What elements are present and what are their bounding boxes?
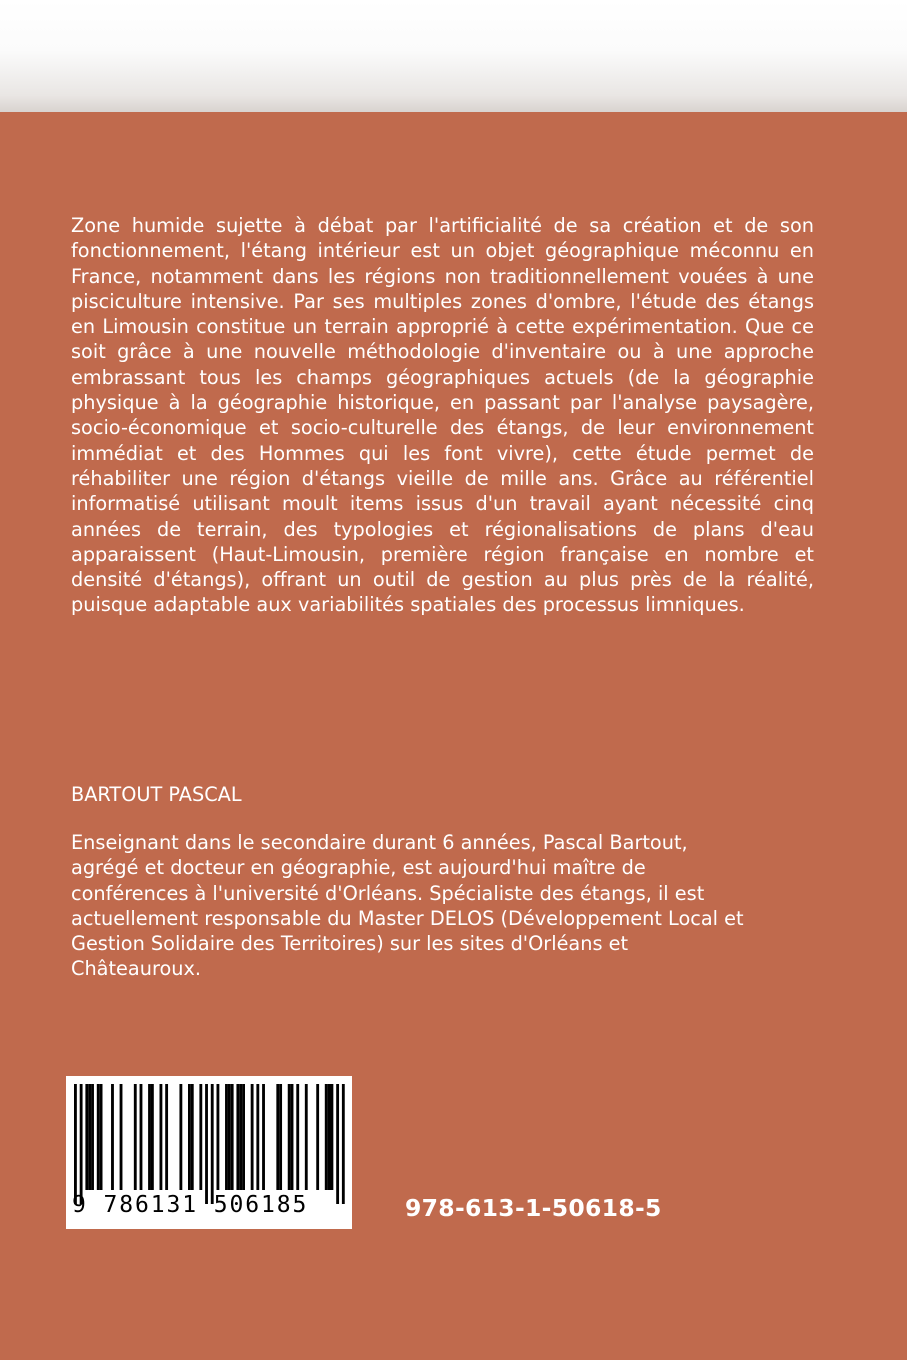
barcode-bar [97, 1084, 100, 1190]
book-blurb: Zone humide sujette à débat par l'artificialité de sa création et de son fonctionnement, l'étang intérieur est un objet géographique méconnu en France, notamment dans les régions non traditionnellement vouées à une pisciculture intensive. Par ses multiples zones d'ombre, l'étude des étangs en Limousin constitue un terrain approprié à cette expérimentation. Que ce soit grâce à une nouvelle méthodologie d'inventaire ou à une approche embrassant tous les champs géographiques actuels (de la géographie physique à la géographie historique, en passant par l'analyse paysagère, socio-économique et socio-culturelle des étangs, de leur environnement immédiat et des Hommes qui les font vivre), cette étude permet de réhabiliter une région d'étangs vieille de mille ans. Grâce au référentiel informatisé utilisant moult items issus d'un travail ayant nécessité cinq années de terrain, des typologies et régionalisations de plans d'eau apparaissent (Haut-Limousin, première région française en nombre et densité d'étangs), offrant un outil de gestion au plus près de la réalité, puisque adaptable aux variabilités spatiales des processus limniques. [71, 214, 814, 617]
barcode-bar [165, 1084, 168, 1190]
barcode-bar [199, 1084, 202, 1190]
barcode-guard-bar [74, 1084, 77, 1204]
barcode-bar [225, 1084, 228, 1190]
barcode-bar [85, 1084, 88, 1190]
barcode-bar [160, 1084, 163, 1190]
barcode-bar [242, 1084, 245, 1190]
author-bio-line: conférences à l'université d'Orléans. Spécialiste des étangs, il est [71, 881, 705, 905]
author-bio-line: agrégé et docteur en géographie, est aujourd'hui maître de [71, 856, 646, 880]
author-bio-line: Enseignant dans le secondaire durant 6 années, Pascal Bartout, [71, 831, 688, 854]
barcode [66, 1076, 352, 1229]
barcode-bar [331, 1084, 334, 1190]
barcode-bar [191, 1084, 194, 1190]
barcode-bar [239, 1084, 242, 1190]
barcode-bar [179, 1084, 182, 1190]
barcode-bar [228, 1084, 231, 1190]
barcode-bar [305, 1084, 308, 1190]
author-bio-line: Gestion Solidaire des Territoires) sur les sites d'Orléans et [71, 932, 629, 956]
author-bio-line: Châteauroux. [71, 957, 202, 981]
top-light-band [0, 0, 907, 112]
barcode-bar [140, 1084, 143, 1190]
author-name: BARTOUT PASCAL [71, 783, 242, 806]
barcode-bar [91, 1084, 94, 1190]
barcode-bar [134, 1084, 137, 1190]
barcode-bar [148, 1084, 151, 1190]
barcode-guard-bar [80, 1084, 83, 1204]
barcode-bar [296, 1084, 299, 1190]
barcode-bar [316, 1084, 319, 1190]
barcode-guard-bar [205, 1084, 208, 1204]
barcode-bar [188, 1084, 191, 1190]
barcode-bar [325, 1084, 328, 1190]
barcode-bar [291, 1084, 294, 1190]
barcode-bar [256, 1084, 259, 1190]
isbn-number: 978-613-1-50618-5 [405, 1194, 662, 1222]
barcode-digits: 9 786131 506185 [72, 1192, 309, 1218]
barcode-bar [120, 1084, 123, 1190]
barcode-bar [217, 1084, 220, 1190]
barcode-bar [236, 1084, 239, 1190]
barcode-bar [328, 1084, 331, 1190]
barcode-bar [111, 1084, 114, 1190]
barcode-bar [100, 1084, 103, 1190]
barcode-bar [288, 1084, 291, 1190]
barcode-bar [279, 1084, 282, 1190]
barcode-guard-bar [342, 1084, 345, 1204]
barcode-bar [231, 1084, 234, 1190]
author-bio-line: actuellement responsable du Master DELOS (Développement Local et [71, 906, 744, 930]
author-bio [71, 830, 831, 982]
barcode-guard-bar [211, 1084, 214, 1204]
barcode-bar [88, 1084, 91, 1190]
barcode-guard-bar [336, 1084, 339, 1204]
barcode-bar [276, 1084, 279, 1190]
barcode-bar [262, 1084, 265, 1190]
barcode-bar [251, 1084, 254, 1190]
barcode-bar [151, 1084, 154, 1190]
